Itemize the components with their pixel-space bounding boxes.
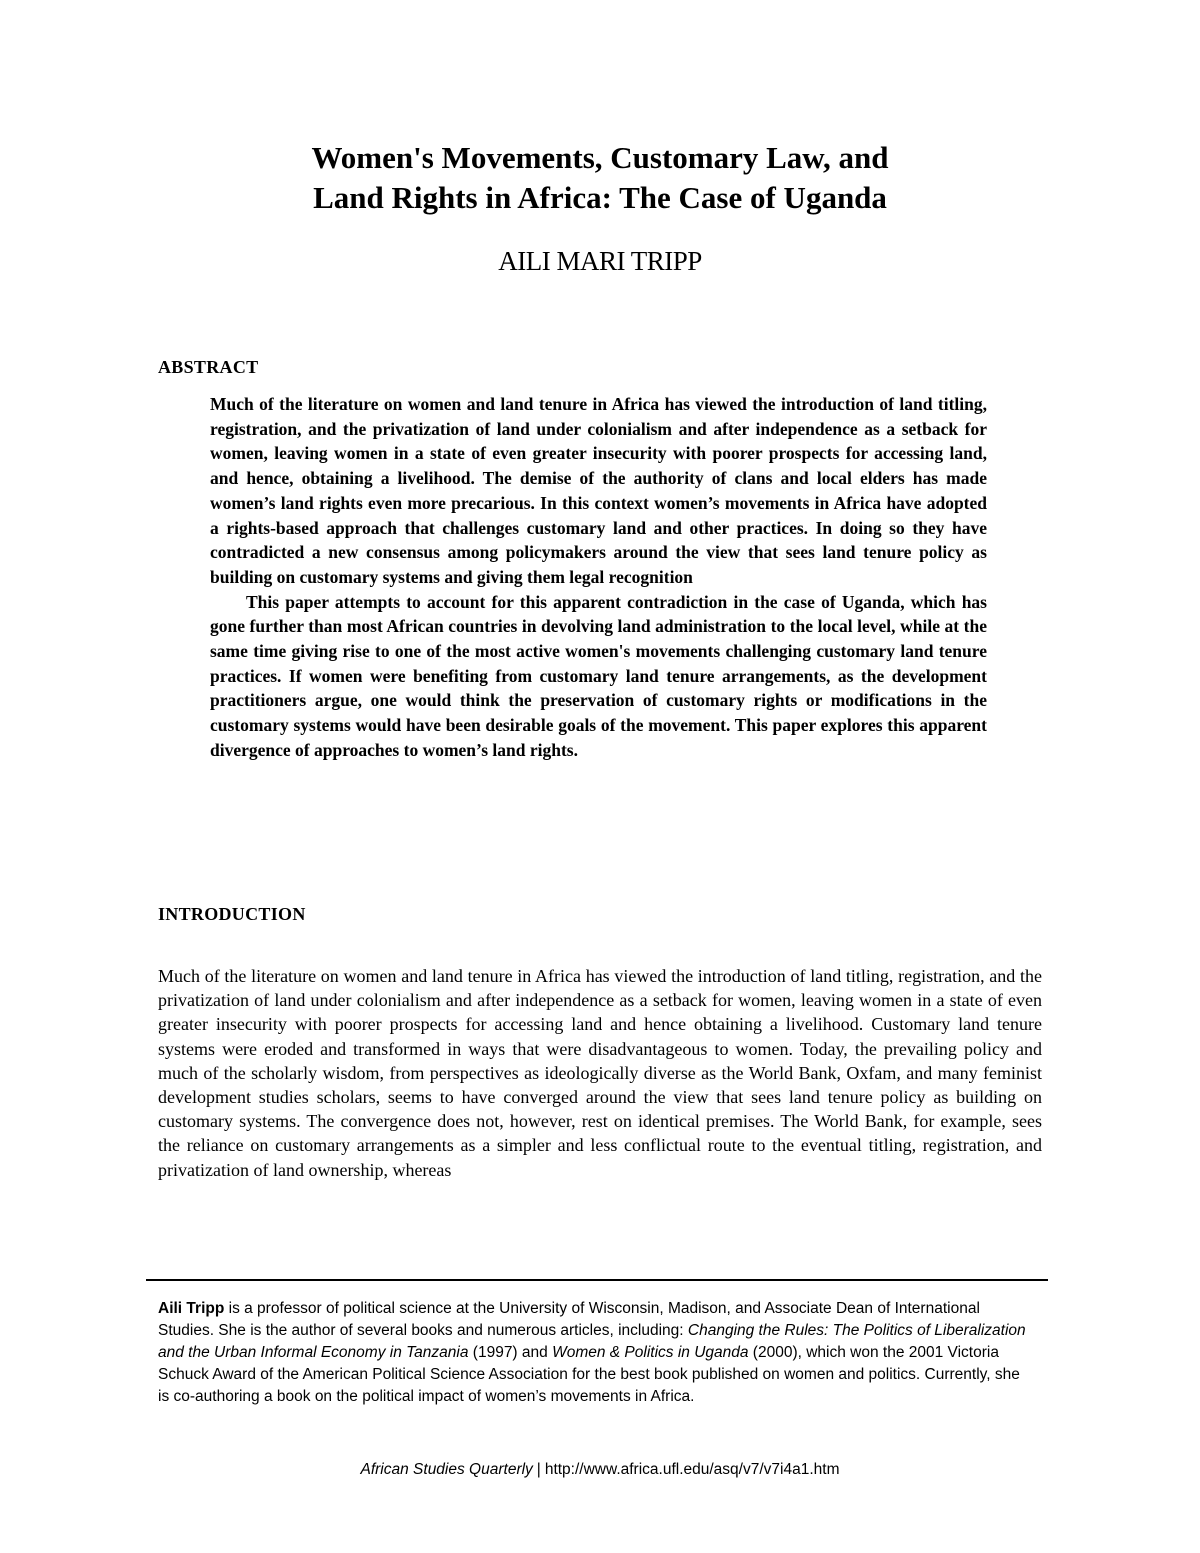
- introduction-paragraph-1: Much of the literature on women and land tenure in Africa has viewed the introduction of land titling, registration, and the privatization of land under colonialism and after independence as a setback for women, leaving women in a state of even greater insecurity with poorer prospects for accessing land and hence obtaining a livelihood. Customary land tenure systems were eroded and transformed in ways that were disadvantageous to women. Today, the prevailing policy and much of the scholarly wisdom, from perspectives as ideologically diverse as the World Bank, Oxfam, and many feminist development studies scholars, seems to have converged around the view that sees land tenure policy as building on customary systems. The convergence does not, however, rest on identical premises. The World Bank, for example, sees the reliance on customary arrangements as a simpler and less conflictual route to the eventual titling, registration, and privatization of land ownership, whereas: [158, 966, 1042, 1180]
- paper-title: [150, 138, 1050, 218]
- footnote-text-2: (1997) and: [468, 1344, 553, 1361]
- abstract-heading: ABSTRACT: [158, 357, 259, 377]
- introduction-body: [158, 964, 1042, 1182]
- author-name: AILI MARI TRIPP: [498, 246, 702, 276]
- abstract-paragraph-1: Much of the literature on women and land tenure in Africa has viewed the introduction of land titling, registration, and the privatization of land under colonialism and after independence as a setback for women, leaving women in a state of even greater insecurity with poorer prospects for accessing land, and hence, obtaining a livelihood. The demise of the authority of clans and local elders has made women’s land rights even more precarious. In this context women’s movements in Africa have adopted a rights-based approach that challenges customary land and other practices. In doing so they have contradicted a new consensus among policymakers around the view that sees land tenure policy as building on customary systems and giving them legal recognition: [210, 394, 987, 587]
- footnote-book-title-1: Changing the Rules: The Politics of Liberalization and the Urban Informal Economy in Tanzania: [158, 1322, 1026, 1361]
- footer-separator: |: [536, 1461, 541, 1478]
- abstract-paragraph-2: This paper attempts to account for this apparent contradiction in the case of Uganda, which has gone further than most African countries in devolving land administration to the local level, while at the same time giving rise to one of the most active women's movements challenging customary land tenure practices. If women were benefiting from customary land tenure arrangements, as the development practitioners argue, one would think the preservation of customary rights or modifications in the customary systems would have been desirable goals of the movement. This paper explores this apparent divergence of approaches to women’s land rights.: [210, 591, 987, 760]
- author-footnote: [158, 1298, 1033, 1408]
- footnote-author-name: Aili Tripp: [158, 1300, 225, 1317]
- journal-name: African Studies Quarterly: [360, 1461, 533, 1478]
- journal-url-link[interactable]: http://www.africa.ufl.edu/asq/v7/v7i4a1.htm: [544, 1461, 840, 1478]
- footnote-book-title-2: Women & Politics in Uganda: [552, 1344, 749, 1361]
- footnote-divider: [146, 1279, 1048, 1281]
- paper-title-line-2: Land Rights in Africa: The Case of Uganda: [313, 180, 887, 215]
- journal-footer: [150, 1459, 1050, 1481]
- introduction-heading: INTRODUCTION: [158, 904, 306, 924]
- abstract-body: [210, 392, 987, 763]
- footnote-text-1: is a professor of political science at the University of Wisconsin, Madison, and Associate Dean of International Studies. She is the author of several books and numerous articles, including:: [158, 1300, 980, 1339]
- paper-title-line-1: Women's Movements, Customary Law, and: [311, 140, 889, 175]
- footnote-text-3: (2000), which won the 2001 Victoria Schuck Award of the American Political Science Association for the best book published on women and politics. Currently, she is co-authoring a book on the political impact of women’s movements in Africa.: [158, 1344, 1020, 1405]
